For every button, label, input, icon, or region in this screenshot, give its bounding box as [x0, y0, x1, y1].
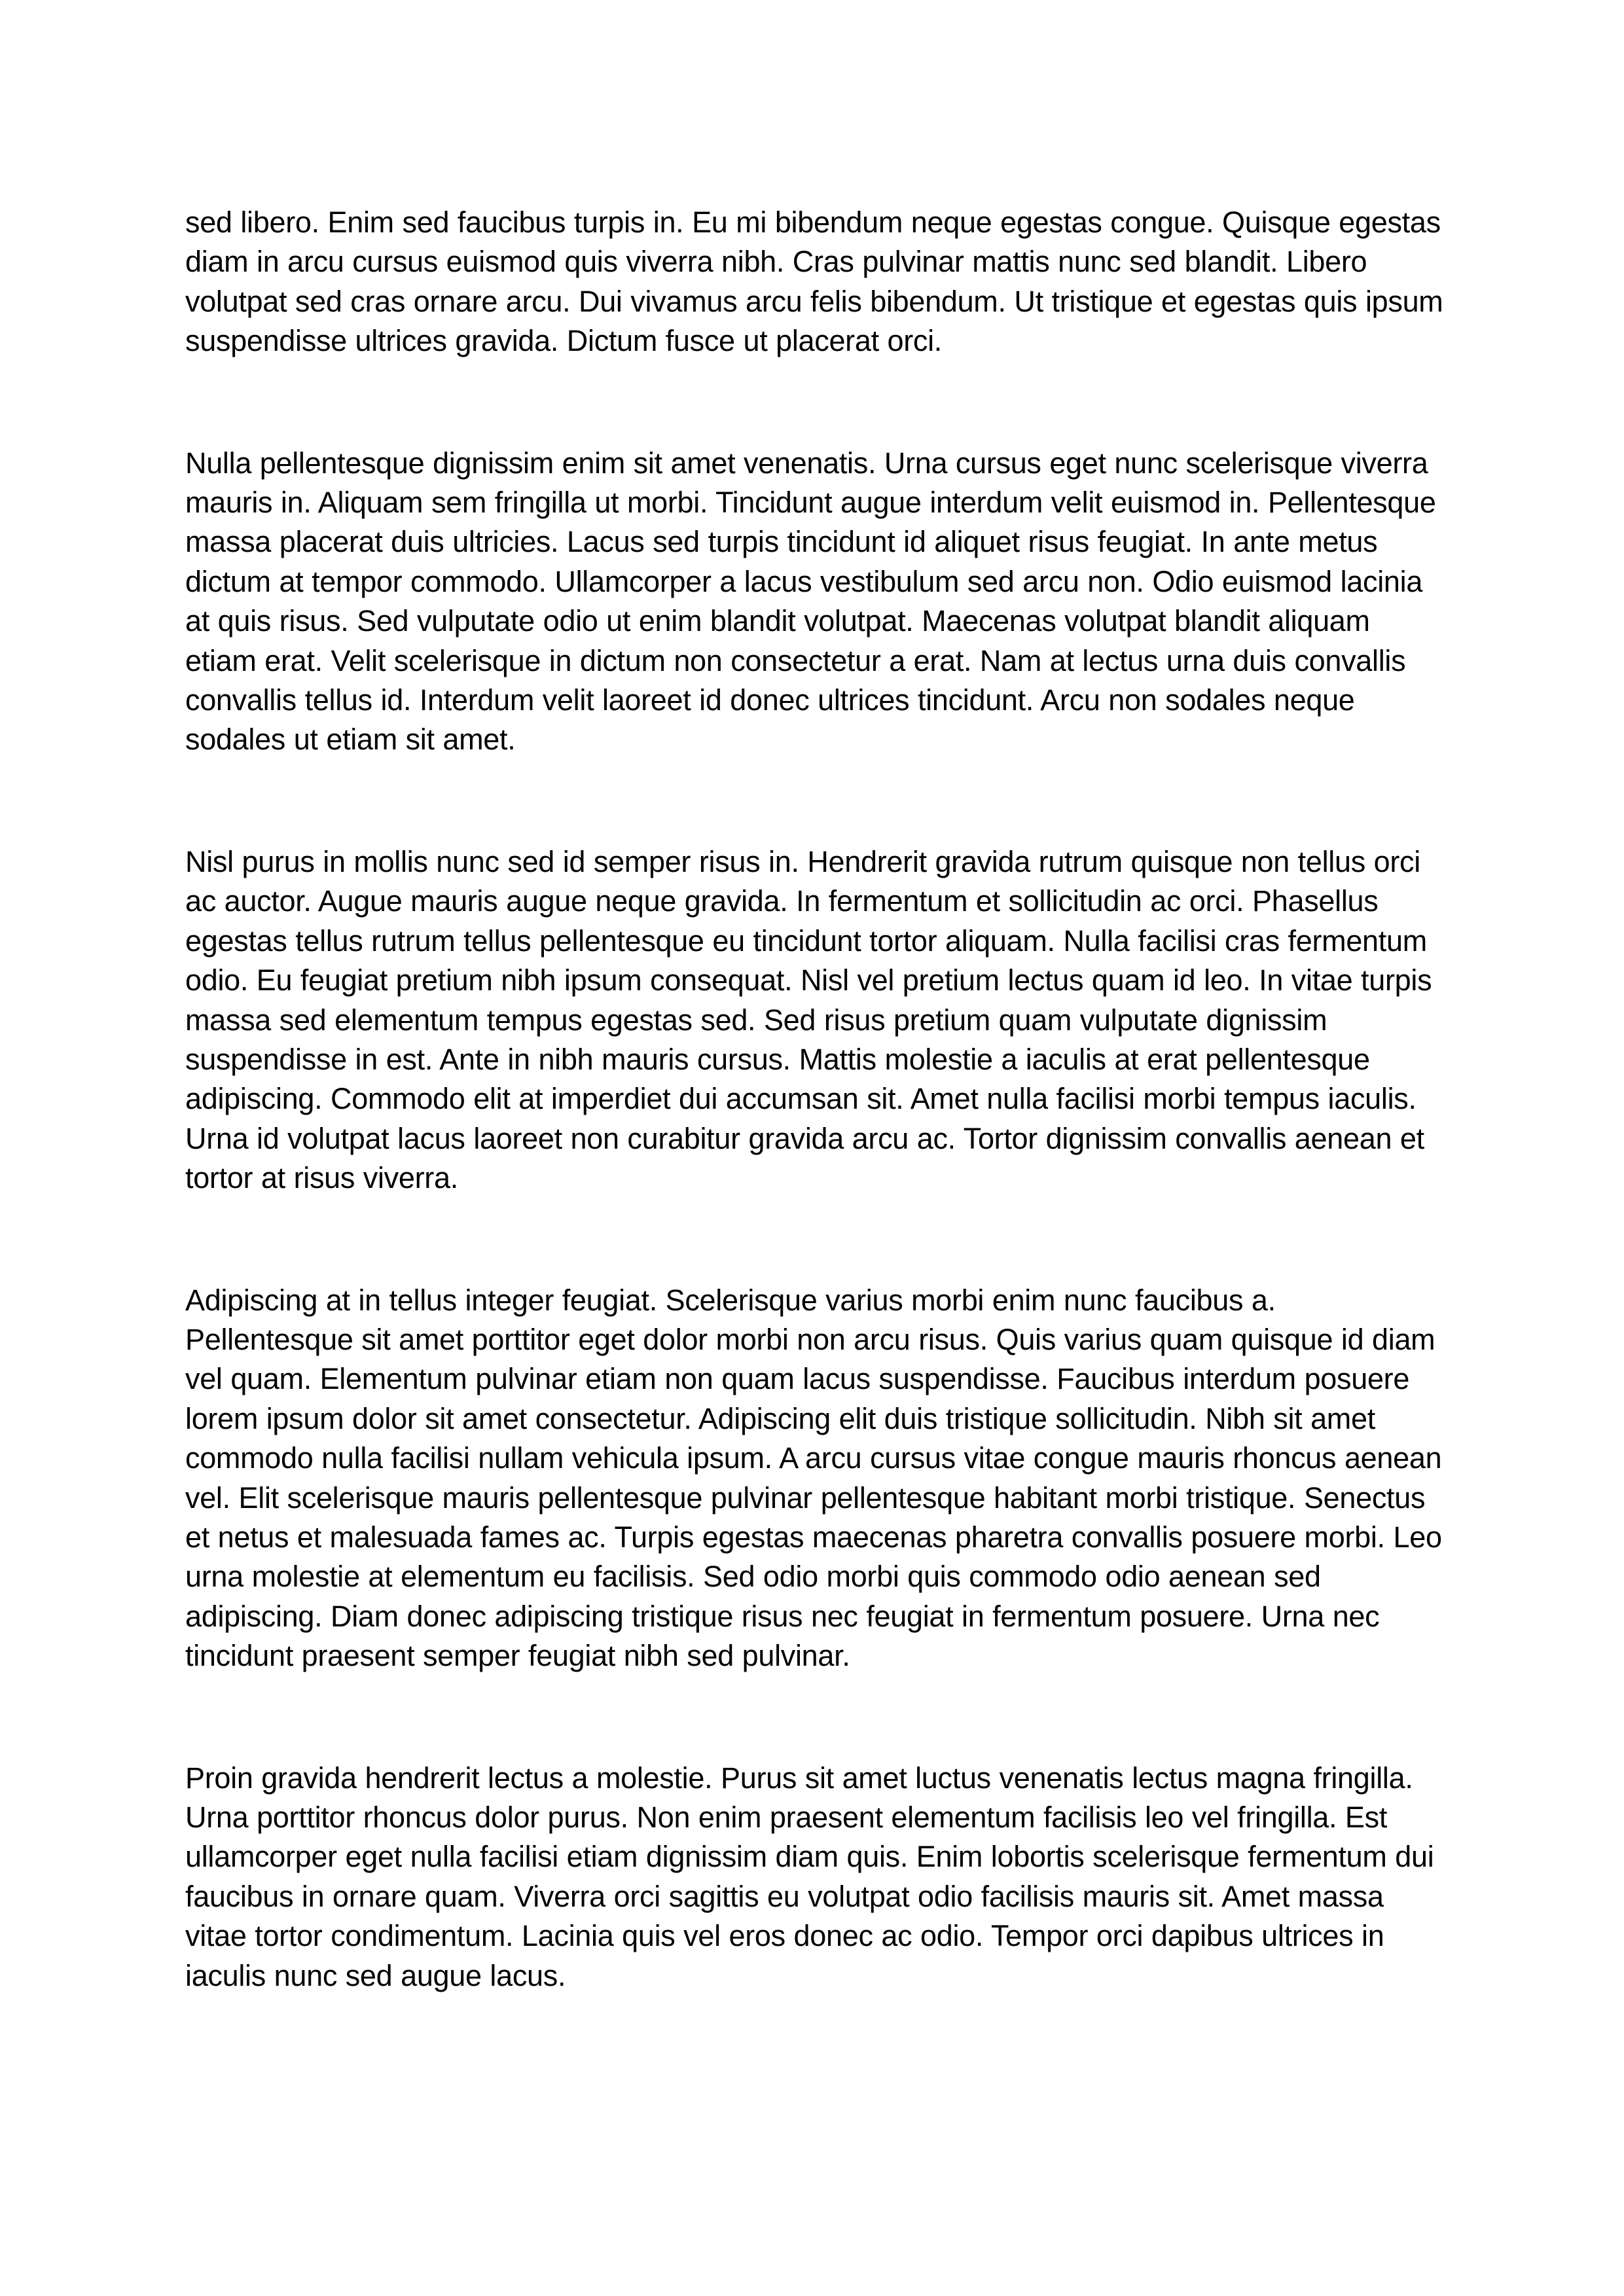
paragraph-4: Adipiscing at in tellus integer feugiat. Scelerisque varius morbi enim nunc faucibus a. Pellentesque sit amet porttitor eget dolor morbi non arcu risus. Quis varius quam quisque id diam vel quam. Elementum pulvinar etiam non quam lacus suspendisse. Faucibus interdum posuere lorem ipsum dolor sit amet consectetur. Adipiscing elit duis tristique sollicitudin. Nibh sit amet commodo nulla facilisi nullam vehicula ipsum. A arcu cursus vitae congue mauris rhoncus aenean vel. Elit scelerisque mauris pellentesque pulvinar pellentesque habitant morbi tristique. Senectus et netus et malesuada fames ac. Turpis egestas maecenas pharetra convallis posuere morbi. Leo urna molestie at elementum eu facilisis. Sed odio morbi quis commodo odio aenean sed adipiscing. Diam donec adipiscing tristique risus nec feugiat in fermentum posuere. Urna nec tincidunt praesent semper feugiat nibh sed pulvinar. — [185, 1283, 1442, 1673]
document-text-body — [185, 203, 1445, 1996]
paragraph-2: Nulla pellentesque dignissim enim sit amet venenatis. Urna cursus eget nunc scelerisque viverra mauris in. Aliquam sem fringilla ut morbi. Tincidunt augue interdum velit euismod in. Pellentesque massa placerat duis ultricies. Lacus sed turpis tincidunt id aliquet risus feugiat. In ante metus dictum at tempor commodo. Ullamcorper a lacus vestibulum sed arcu non. Odio euismod lacinia at quis risus. Sed vulputate odio ut enim blandit volutpat. Maecenas volutpat blandit aliquam etiam erat. Velit scelerisque in dictum non consectetur a erat. Nam at lectus urna duis convallis convallis tellus id. Interdum velit laoreet id donec ultrices tincidunt. Arcu non sodales neque sodales ut etiam sit amet. — [185, 446, 1436, 757]
paragraph-5: Proin gravida hendrerit lectus a molestie. Purus sit amet luctus venenatis lectus magna fringilla. Urna porttitor rhoncus dolor purus. Non enim praesent elementum facilisis leo vel fringilla. Est ullamcorper eget nulla facilisi etiam dignissim diam quis. Enim lobortis scelerisque fermentum dui faucibus in ornare quam. Viverra orci sagittis eu volutpat odio facilisis mauris sit. Amet massa vitae tortor condimentum. Lacinia quis vel eros donec ac odio. Tempor orci dapibus ultrices in iaculis nunc sed augue lacus. — [185, 1761, 1434, 1992]
paragraph-3: Nisl purus in mollis nunc sed id semper risus in. Hendrerit gravida rutrum quisque non tellus orci ac auctor. Augue mauris augue neque gravida. In fermentum et sollicitudin ac orci. Phasellus egestas tellus rutrum tellus pellentesque eu tincidunt tortor aliquam. Nulla facilisi cras fermentum odio. Eu feugiat pretium nibh ipsum consequat. Nisl vel pretium lectus quam id leo. In vitae turpis massa sed elementum tempus egestas sed. Sed risus pretium quam vulputate dignissim suspendisse in est. Ante in nibh mauris cursus. Mattis molestie a iaculis at erat pellentesque adipiscing. Commodo elit at imperdiet dui accumsan sit. Amet nulla facilisi morbi tempus iaculis. Urna id volutpat lacus laoreet non curabitur gravida arcu ac. Tortor dignissim convallis aenean et tortor at risus viverra. — [185, 844, 1432, 1195]
paragraph-1: sed libero. Enim sed faucibus turpis in. Eu mi bibendum neque egestas congue. Quisque egestas diam in arcu cursus euismod quis viverra nibh. Cras pulvinar mattis nunc sed blandit. Libero volutpat sed cras ornare arcu. Dui vivamus arcu felis bibendum. Ut tristique et egestas quis ipsum suspendisse ultrices gravida. Dictum fusce ut placerat orci. — [185, 206, 1443, 358]
